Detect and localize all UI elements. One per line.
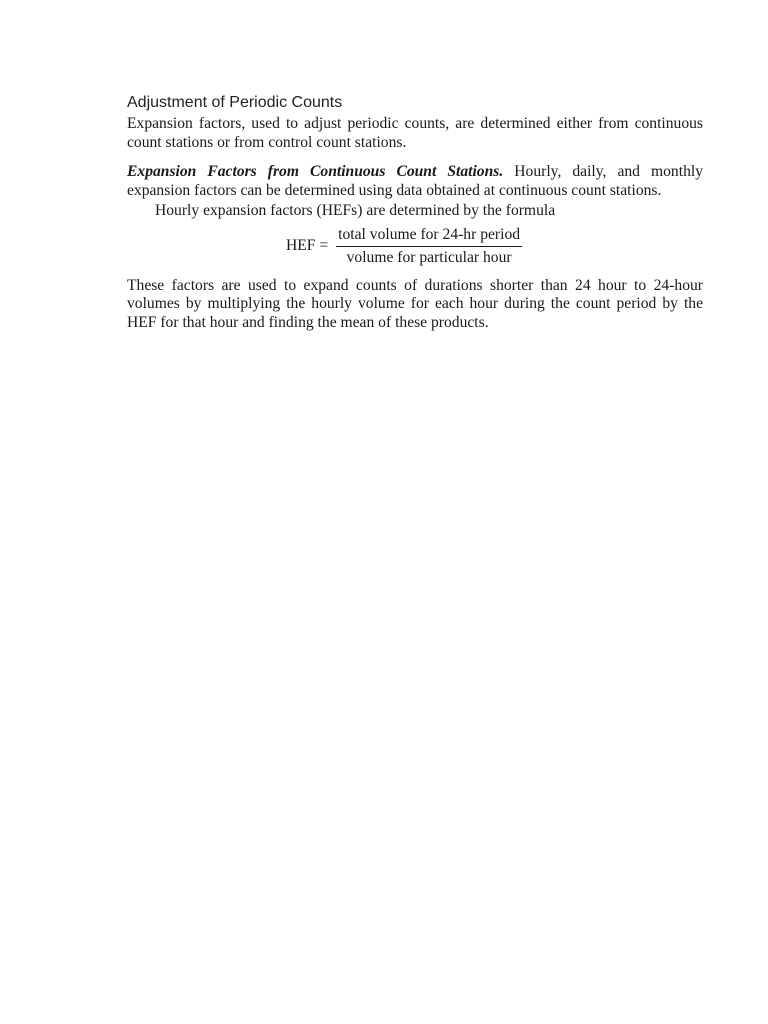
formula-intro: Hourly expansion factors (HEFs) are determined by the formula: [155, 202, 556, 219]
subsection-text: Hourly, daily, and monthly expansion factors can be determined using data obtained at continuous count stations.: [127, 163, 703, 199]
formula-lhs: HEF =: [286, 237, 329, 255]
hef-formula: [127, 225, 703, 269]
page-content: [127, 93, 703, 332]
subsection-paragraph: [127, 163, 703, 200]
formula-numerator: total volume for 24-hr period: [338, 225, 521, 243]
subsection-runin-heading: Expansion Factors from Continuous Count Stations.: [127, 163, 504, 180]
closing-paragraph: These factors are used to expand counts of durations shorter than 24 hour to 24-hour volumes by multiplying the hourly volume for each hour during the count period by the HEF for that hour and finding the mean of these products.: [127, 276, 703, 331]
formula-fraction: [336, 226, 522, 268]
formula-denominator: volume for particular hour: [346, 249, 512, 266]
section-heading: Adjustment of Periodic Counts: [127, 94, 343, 111]
intro-paragraph: Expansion factors, used to adjust periodic counts, are determined either from continuous count stations or from control count stations.: [127, 115, 703, 151]
